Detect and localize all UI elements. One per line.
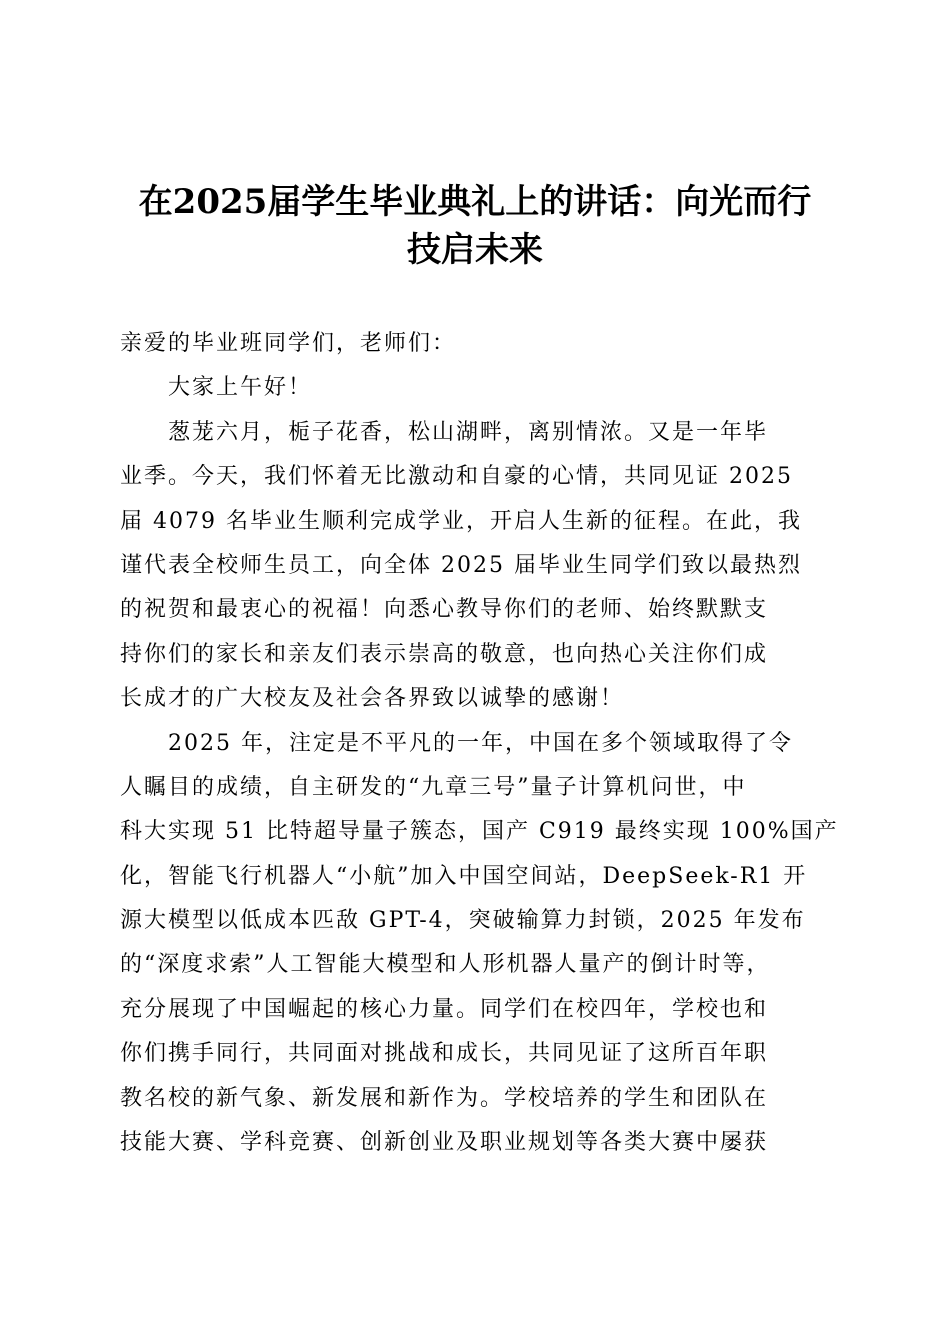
- paragraph-line: 人瞩目的成绩，自主研发的“九章三号”量子计算机问世，中: [120, 774, 747, 800]
- paragraph-line: 化，智能飞行机器人“小航”加入中国空间站，DeepSeek-R1 开: [120, 863, 808, 889]
- title-line-2: 技启未来: [407, 230, 543, 270]
- paragraph-achievements: [120, 722, 839, 1166]
- salutation: 亲爱的毕业班同学们，老师们：: [120, 331, 457, 356]
- paragraph-line: 你们携手同行，共同面对挑战和成长，共同见证了这所百年职: [120, 1041, 769, 1067]
- paragraph-line: 的祝贺和最衷心的祝福！向悉心教导你们的老师、始终默默支: [120, 597, 769, 623]
- title-line-1: 在2025届学生毕业典礼上的讲话：向光而行: [138, 182, 812, 222]
- paragraph-opening: [120, 411, 830, 722]
- paragraph-line: 源大模型以低成本匹敌 GPT-4，突破输算力封锁，2025 年发布: [120, 908, 806, 934]
- greeting: 大家上午好！: [168, 375, 313, 401]
- paragraph-line: 谨代表全校师生员工，向全体 2025 届毕业生同学们致以最热烈: [120, 552, 802, 578]
- paragraph-line: 业季。今天，我们怀着无比激动和自豪的心情，共同见证 2025: [120, 464, 793, 490]
- paragraph-line: 届 4079 名毕业生顺利完成学业，开启人生新的征程。在此，我: [120, 508, 802, 534]
- paragraph-line: 长成才的广大校友及社会各界致以诚挚的感谢！: [120, 686, 625, 712]
- document-body: [120, 322, 839, 1165]
- paragraph-line: 2025 年，注定是不平凡的一年，中国在多个领域取得了令: [168, 730, 793, 756]
- paragraph-line: 科大实现 51 比特超导量子簇态，国产 C919 最终实现 100%国产: [120, 819, 839, 845]
- paragraph-line: 的“深度求索”人工智能大模型和人形机器人量产的倒计时等，: [120, 952, 771, 978]
- paragraph-line: 葱茏六月，栀子花香，松山湖畔，离别情浓。又是一年毕: [168, 419, 769, 445]
- paragraph-line: 技能大赛、学科竞赛、创新创业及职业规划等各类大赛中屡获: [120, 1130, 769, 1156]
- paragraph-line: 充分展现了中国崛起的核心力量。同学们在校四年，学校也和: [120, 996, 769, 1022]
- paragraph-line: 教名校的新气象、新发展和新作为。学校培养的学生和团队在: [120, 1085, 769, 1111]
- paragraph-line: 持你们的家长和亲友们表示崇高的敬意，也向热心关注你们成: [120, 641, 769, 667]
- document-title: [100, 178, 850, 274]
